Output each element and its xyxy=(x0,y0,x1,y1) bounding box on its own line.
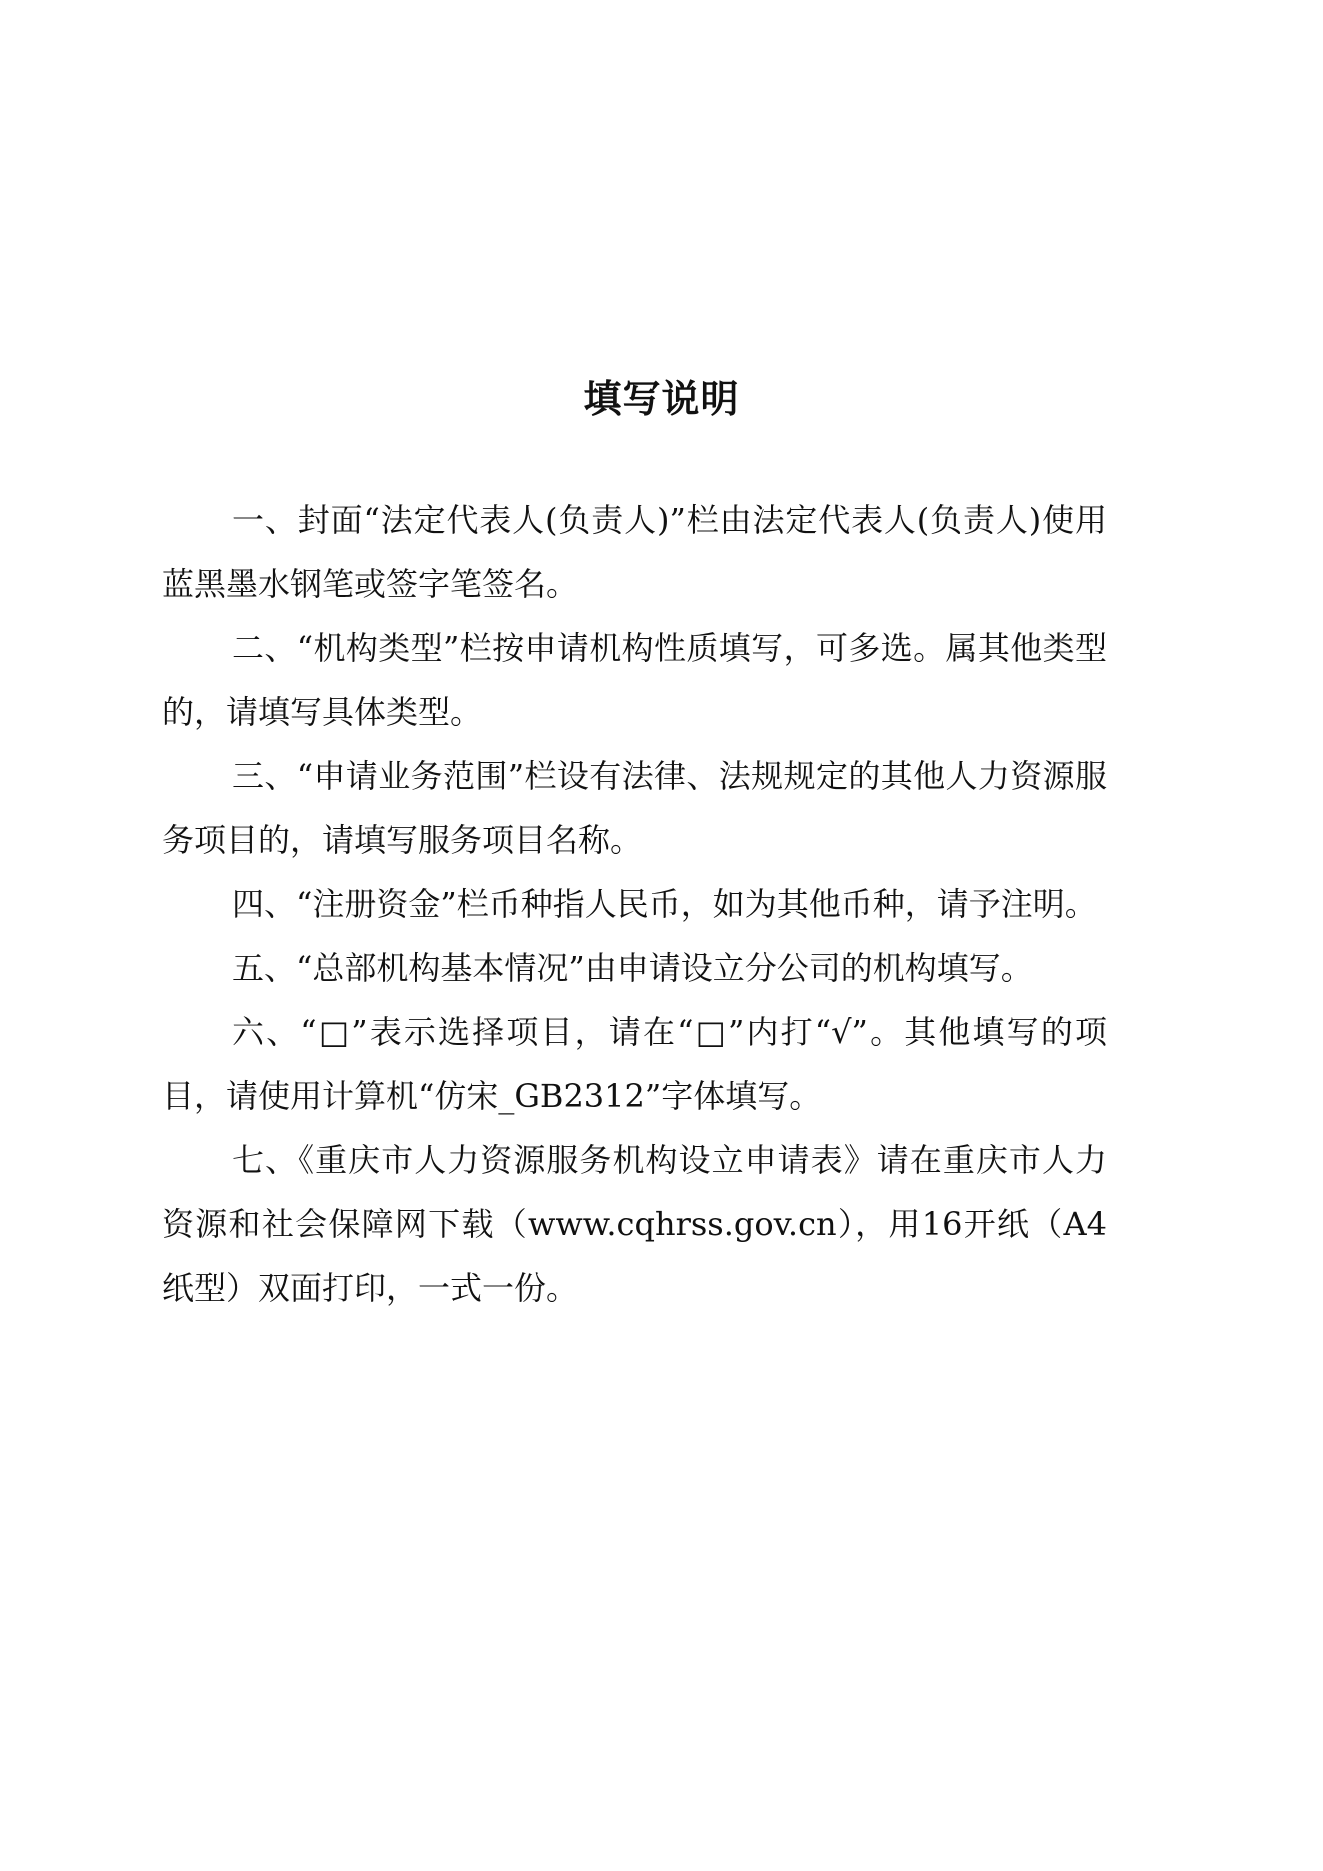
instruction-item-1: 一、封面“法定代表人(负责人)”栏由法定代表人(负责人)使用蓝黑墨水钢笔或签字笔签名。 xyxy=(162,501,1107,603)
instruction-item-6: 六、“□”表示选择项目，请在“□”内打“√”。其他填写的项目，请使用计算机“仿宋_GB2312”字体填写。 xyxy=(162,1013,1107,1115)
instruction-item-7: 七、《重庆市人力资源服务机构设立申请表》请在重庆市人力资源和社会保障网下载（www.cqhrss.gov.cn），用16开纸（A4纸型）双面打印，一式一份。 xyxy=(162,1141,1107,1307)
instructions-body xyxy=(162,488,1107,1320)
page-title: 填写说明 xyxy=(583,377,740,421)
instruction-item-4: 四、“注册资金”栏币种指人民币，如为其他币种，请予注明。 xyxy=(232,885,1097,923)
instruction-item-3: 三、“申请业务范围”栏设有法律、法规规定的其他人力资源服务项目的，请填写服务项目名称。 xyxy=(162,757,1107,859)
instruction-item-2: 二、“机构类型”栏按申请机构性质填写，可多选。属其他类型的，请填写具体类型。 xyxy=(162,629,1107,731)
instruction-item-5: 五、“总部机构基本情况”由申请设立分公司的机构填写。 xyxy=(232,949,1033,987)
